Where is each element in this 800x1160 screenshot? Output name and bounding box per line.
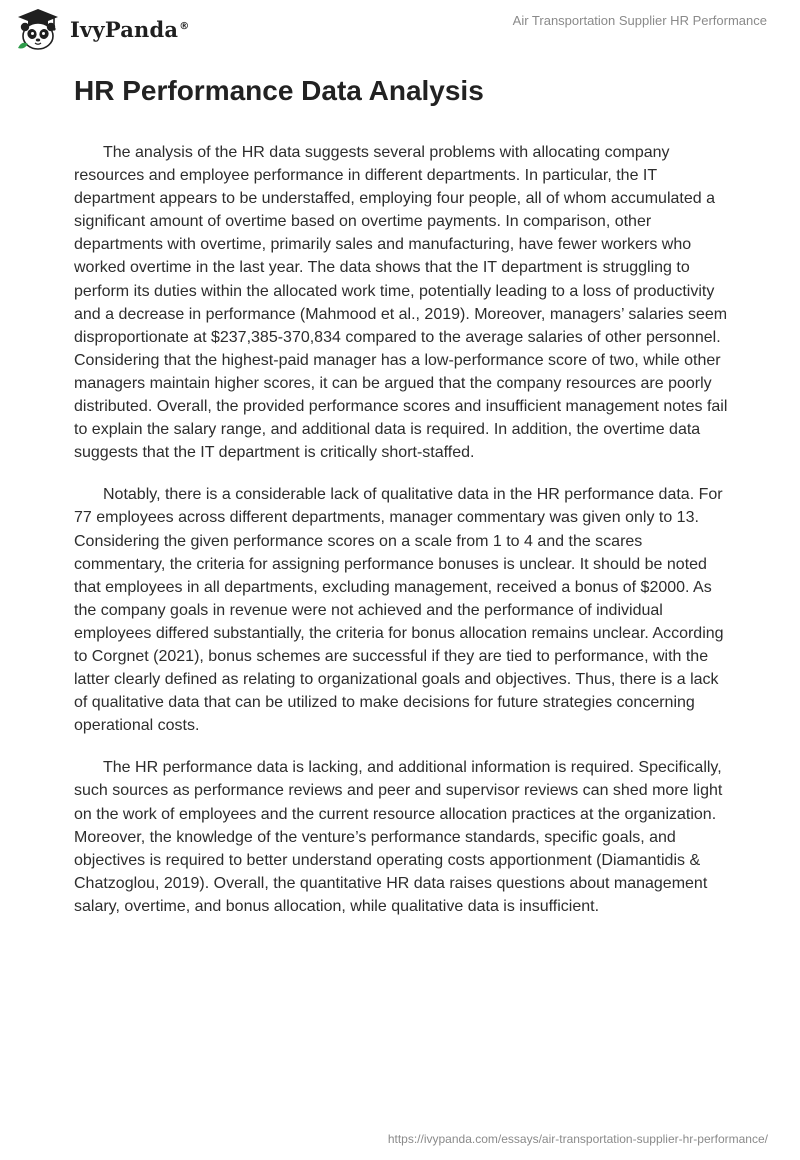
document-title: Air Transportation Supplier HR Performance <box>512 13 767 28</box>
panda-logo-icon <box>14 6 62 54</box>
ivypanda-logo[interactable] <box>14 6 189 54</box>
registered-mark: ® <box>179 20 190 32</box>
page-title: HR Performance Data Analysis <box>74 75 484 106</box>
paragraph-3: The HR performance data is lacking, and additional information is required. Specifically, such sources as performance reviews and peer and supervisor reviews can shed more light on the work of employees and the current resource allocation practices at the organization. Moreover, the knowledge of the venture’s performance standards, specific goals, and objectives is required to better understand operating costs apportionment (Diamantidis & Chatzoglou, 2019). Overall, the quantitative HR data raises questions about management salary, overtime, and bonus allocation, while qualitative data is insufficient. <box>74 759 723 915</box>
paragraph-1: The analysis of the HR data suggests several problems with allocating company resources and employee performance in different departments. In particular, the IT department appears to be understaffed, employing four people, all of whom accumulated a significant amount of overtime based on overtime payments. In comparison, other departments with overtime, primarily sales and manufacturing, have fewer workers who worked overtime in the last year. The data shows that the IT department is struggling to perform its duties within the allocated work time, potentially leading to a loss of productivity and a decrease in performance (Mahmood et al., 2019). Moreover, managers’ salaries seem disproportionate at $237,385-370,834 compared to the average salaries of other personnel. Considering that the highest-paid manager has a low-performance score of two, while other managers maintain higher scores, it can be argued that the company resources are poorly distributed. Overall, the provided performance scores and insufficient management notes fail to explain the salary range, and additional data is required. In addition, the overtime data suggests that the IT department is critically short-staffed. <box>74 144 728 462</box>
source-url-link[interactable]: https://ivypanda.com/essays/air-transportation-supplier-hr-performance/ <box>387 1132 768 1146</box>
paragraph-2: Notably, there is a considerable lack of qualitative data in the HR performance data. For 77 employees across different departments, manager commentary was given only to 13. Considering the given performance scores on a scale from 1 to 4 and the scares commentary, the criteria for assigning performance bonuses is unclear. It should be noted that employees in all departments, excluding management, received a bonus of $2000. As the company goals in revenue were not achieved and the performance of individual employees differed substantially, the criteria for bonus allocation remains unclear. According to Corgnet (2021), bonus schemes are successful if they are tied to performance, with the latter clearly defined as relating to organizational goals and objectives. Thus, there is a lack of qualitative data that can be utilized to make decisions for future strategies concerning operational costs. <box>74 486 724 735</box>
page-header <box>0 0 800 60</box>
article <box>74 74 734 937</box>
brand-name: IvyPanda® <box>70 16 190 42</box>
